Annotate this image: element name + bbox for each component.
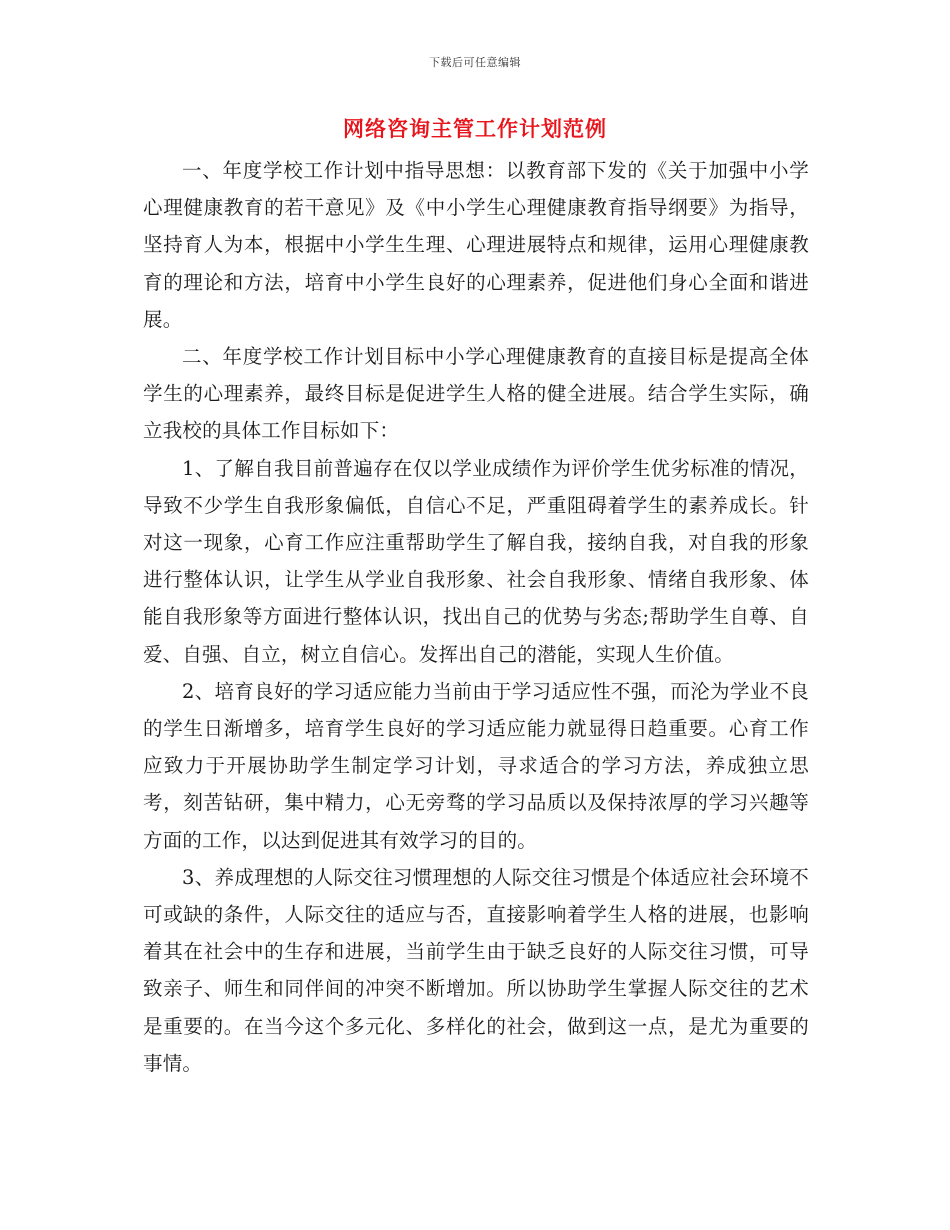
document-body: [143, 152, 809, 1082]
paragraph-guiding-ideology: 一、年度学校工作计划中指导思想：以教育部下发的《关于加强中小学心理健康教育的若干意见》及《中小学生心理健康教育指导纲要》为指导，坚持育人为本，根据中小学生生理、心理进展特点和规律，运用心理健康教育的理论和方法，培育中小学生良好的心理素养，促进他们身心全面和谐进展。: [143, 159, 809, 331]
paragraph-work-goals: 二、年度学校工作计划目标中小学心理健康教育的直接目标是提高全体学生的心理素养，最终目标是促进学生人格的健全进展。结合学生实际，确立我校的具体工作目标如下：: [143, 345, 809, 443]
paragraph-interpersonal-habits: 3、养成理想的人际交往习惯理想的人际交往习惯是个体适应社会环境不可或缺的条件，人际交往的适应与否，直接影响着学生人格的进展，也影响着其在社会中的生存和进展，当前学生由于缺乏良好的人际交往习惯，可导致亲子、师生和同伴间的冲突不断增加。所以协助学生掌握人际交往的艺术是重要的。在当今这个多元化、多样化的社会，做到这一点，是尤为重要的事情。: [143, 865, 809, 1075]
paragraph-self-understanding: 1、了解自我目前普遍存在仅以学业成绩作为评价学生优劣标准的情况，导致不少学生自我形象偏低，自信心不足，严重阻碍着学生的素养成长。针对这一现象，心育工作应注重帮助学生了解自我，接纳自我，对自我的形象进行整体认识，让学生从学业自我形象、社会自我形象、情绪自我形象、体能自我形象等方面进行整体认识，找出自己的优势与劣态;帮助学生自尊、自爱、自强、自立，树立自信心。发挥出自己的潜能，实现人生价值。: [143, 456, 809, 666]
document-title: 网络咨询主管工作计划范例: [343, 116, 607, 141]
header-note: 下载后可任意编辑: [429, 56, 521, 69]
paragraph-learning-adaptability: 2、培育良好的学习适应能力当前由于学习适应性不强，而沦为学业不良的学生日渐增多，培育学生良好的学习适应能力就显得日趋重要。心育工作应致力于开展协助学生制定学习计划，寻求适合的学习方法，养成独立思考，刻苦钻研，集中精力，心无旁骛的学习品质以及保持浓厚的学习兴趣等方面的工作，以达到促进其有效学习的目的。: [143, 679, 809, 852]
